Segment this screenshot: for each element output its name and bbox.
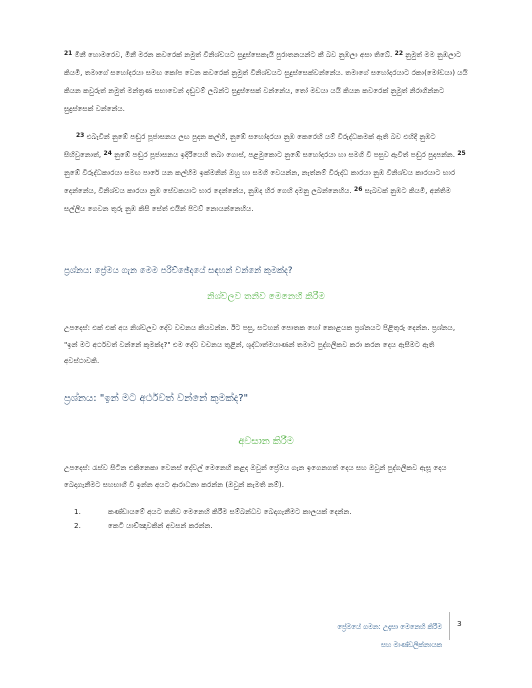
list-item-number: 2. (74, 521, 81, 530)
verse-number: 21 (64, 50, 73, 57)
footer-line-2: සහ මාණ්ඩලික්නායක (380, 641, 442, 649)
verse-number: 26 (354, 186, 363, 193)
footer-divider (449, 612, 450, 640)
verse-number: 25 (457, 150, 466, 157)
verse-text: එබැවින් නුඹේ පඬුර පූජාසනය ලඟ පුදන කල්හි, නුඹේ සහෝදරයා නුඹ කෙරෙහි යම් විරුද්ධකමක් ඇති බව එහිදී නුඹට සිහිවුනොත්, (64, 132, 436, 159)
scripture-paragraph-1 (64, 46, 468, 118)
list-item-number: 1. (74, 507, 81, 516)
verse-text: නුඹේ විරුද්ධකාරයා සමඟ පාරේ යන කල්හිම ඉක්මනින් ඔහු හා සමගි වෙයන්න, නැත්නම් විරුද්ධ කාරයා නුඹ විනිශ්චය කාරයාට භාර දෙන්නේය, විනිශ්චය කාරයා නුඹ සේවකයාට භාර දෙන්නේය, නුඹද හිර ගෙහි දමනු ලබන්නෙහිය. (64, 168, 456, 195)
list-item-text: කණ්ඩායමේ අයට තනිව මෙනෙහි කිරීම සම්බන්ධව බෙදාගැනීමට කාලයක් දෙන්න. (108, 507, 352, 516)
verse-text: මිනී හොමරෙව, මිනී මරන කවරෙක් නමුත් විනිශ්චයට සුදුස්සෙකැයි පුරාතනයන්ට කී බව නුඹලා අසා තිබේ. (74, 50, 393, 59)
footer-title (300, 618, 442, 654)
footer-line-1: ප්‍රේමයේ ගමන: උදෑසා මෙනෙහි කිරීම (337, 623, 442, 631)
list-item-text: කෙටි යාච්ඤාවකින් අවසන් කරන්න. (108, 521, 213, 530)
verse-number: 22 (394, 50, 403, 57)
verse-number: 24 (103, 150, 112, 157)
list-item (74, 505, 352, 519)
page-number: 3 (457, 619, 462, 628)
instruction-2: උපදෙස්: රැස්ව සිටින එකිනෙකා වෙනස් දේවල් මෙනෙහි කළද ඔවුන් ප්‍රේමය ගැන ඉගෙනගත් දෙය සහ ඔවුන් පුද්ගලිකව ඇසූ දෙය බෙදාගැනීමට සහභාගී වී ඉන්න අයට ආරාධනා කරන්න (ඔවුන් කැමති නම්). (64, 463, 447, 489)
verse-text: නුඹේ පඬුර පූජාසනය ඉදිරියෙහි තබා ගොස්, පළමුකොට නුඹේ සහෝදරයා හා සමගි වී පසුව ඇවිත් පඬුර පුදපන්න. (114, 150, 456, 159)
section-heading-closing: අවසාන කිරීම (238, 436, 294, 447)
closing-steps-list (74, 505, 352, 533)
section-heading-solitary-meditation: නිශ්චලව තනිව මෙනෙහි කිරීම (207, 291, 325, 302)
verse-text: සැබවක් නුඹට කියමි, අන්තිම සල්ලිය ගෙවන තුරු නුඹ කිසි සේත් එයින් පිටව් නොයන්නෙහිය. (64, 186, 451, 213)
question-1: ප්‍රශ්නය: ප්‍රේමය ගැන මෙම පරිච්ඡේදයේ සඳහන් වන්නේ කුමක්ද? (64, 266, 293, 276)
scripture-paragraph-2 (64, 128, 468, 218)
verse-number: 23 (76, 132, 85, 139)
instruction-1: උපදෙස්: එක් එක් අය නිශ්චලව දේව වචනය කියවන්න. ඊට පසු, සටහන් පොතක හෝ කොළයක ප්‍රශ්නයට පිළිතුරු දෙන්න. ප්‍රශ්නය, "ඉන් මට අර්ථවත් වන්නේ කුමක්ද?" එම දේව වචනය තුළින්, ශුද්ධාත්මයාණන් තමාට පුද්ගලිකව කරා කරන දෙය ඇසීමට ඇති අවස්ථාවකි. (64, 323, 456, 365)
question-2: ප්‍රශ්නය: "ඉන් මට අර්ථවත් වන්නේ කුමක්ද?" (64, 393, 249, 404)
verse-text: නුමුත් මම නුඹලාට කියමි, තමාගේ සහෝදරයා සමඟ කෝප වෙන කවරෙක් නුමුත් විනිශ්චයට සුදුස්සෙක්වන්නේය. තමාගේ සහෝදරයාට රකා(මෝඩයා) යයි කියන කවුරුත් නමුත් මන්ත්‍රණ සභාවෙන් දඬුවම් ලබන්ට සුදුස්සෙක් වන්නේය, තෝ මඩයා යයි කියන කවරෙක් නුමුත් නිරාගින්නට සුදුස්සෙක් වන්නේය. (64, 50, 468, 113)
list-item (74, 519, 352, 533)
